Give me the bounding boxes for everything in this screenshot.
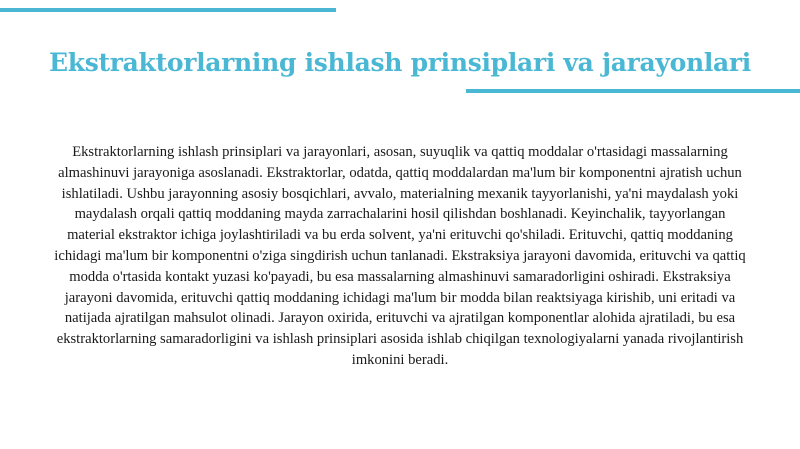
top-accent-bar (0, 8, 336, 12)
body-paragraph: Ekstraktorlarning ishlash prinsiplari va jarayonlari, asosan, suyuqlik va qattiq moddalar o'rtasidagi massalarning almashinuvi jarayoniga asoslanadi. Ekstraktorlar, odatda, qattiq moddalardan ma'lum bir komponentni ajratish uchun ishlatiladi. Ushbu jarayonning asosiy bosqichlari, avvalo, materialning mexanik tayyorlanishi, ya'ni maydalash yoki maydalash orqali qattiq moddaning mayda zarrachalarini hosil qilishdan boshlanadi. Keyinchalik, tayyorlangan material ekstraktor ichiga joylashtiriladi va bu erda solvent, ya'ni erituvchi qo'shiladi. Erituvchi, qattiq moddaning ichidagi ma'lum bir komponentni o'ziga singdirish uchun tanlanadi. Ekstraksiya jarayoni davomida, erituvchi va qattiq modda o'rtasida kontakt yuzasi ko'payadi, bu esa massalarning almashinuvi samaradorligini oshiradi. Ekstraksiya jarayoni davomida, erituvchi qattiq moddaning ichidagi ma'lum bir modda bilan reaktsiyaga kirishib, uni eritadi va natijada ajratilgan mahsulot olinadi. Jarayon oxirida, erituvchi va ajratilgan komponentlar alohida ajratiladi, bu esa ekstraktorlarning samaradorligini va ishlash prinsiplari asosida ishlab chiqilgan texnologiyalarni yanada rivojlantirish imkonini beradi. (54, 144, 746, 368)
title-accent-bar (466, 89, 800, 93)
slide-title: Ekstraktorlarning ishlash prinsiplari va jarayonlari (48, 48, 751, 77)
